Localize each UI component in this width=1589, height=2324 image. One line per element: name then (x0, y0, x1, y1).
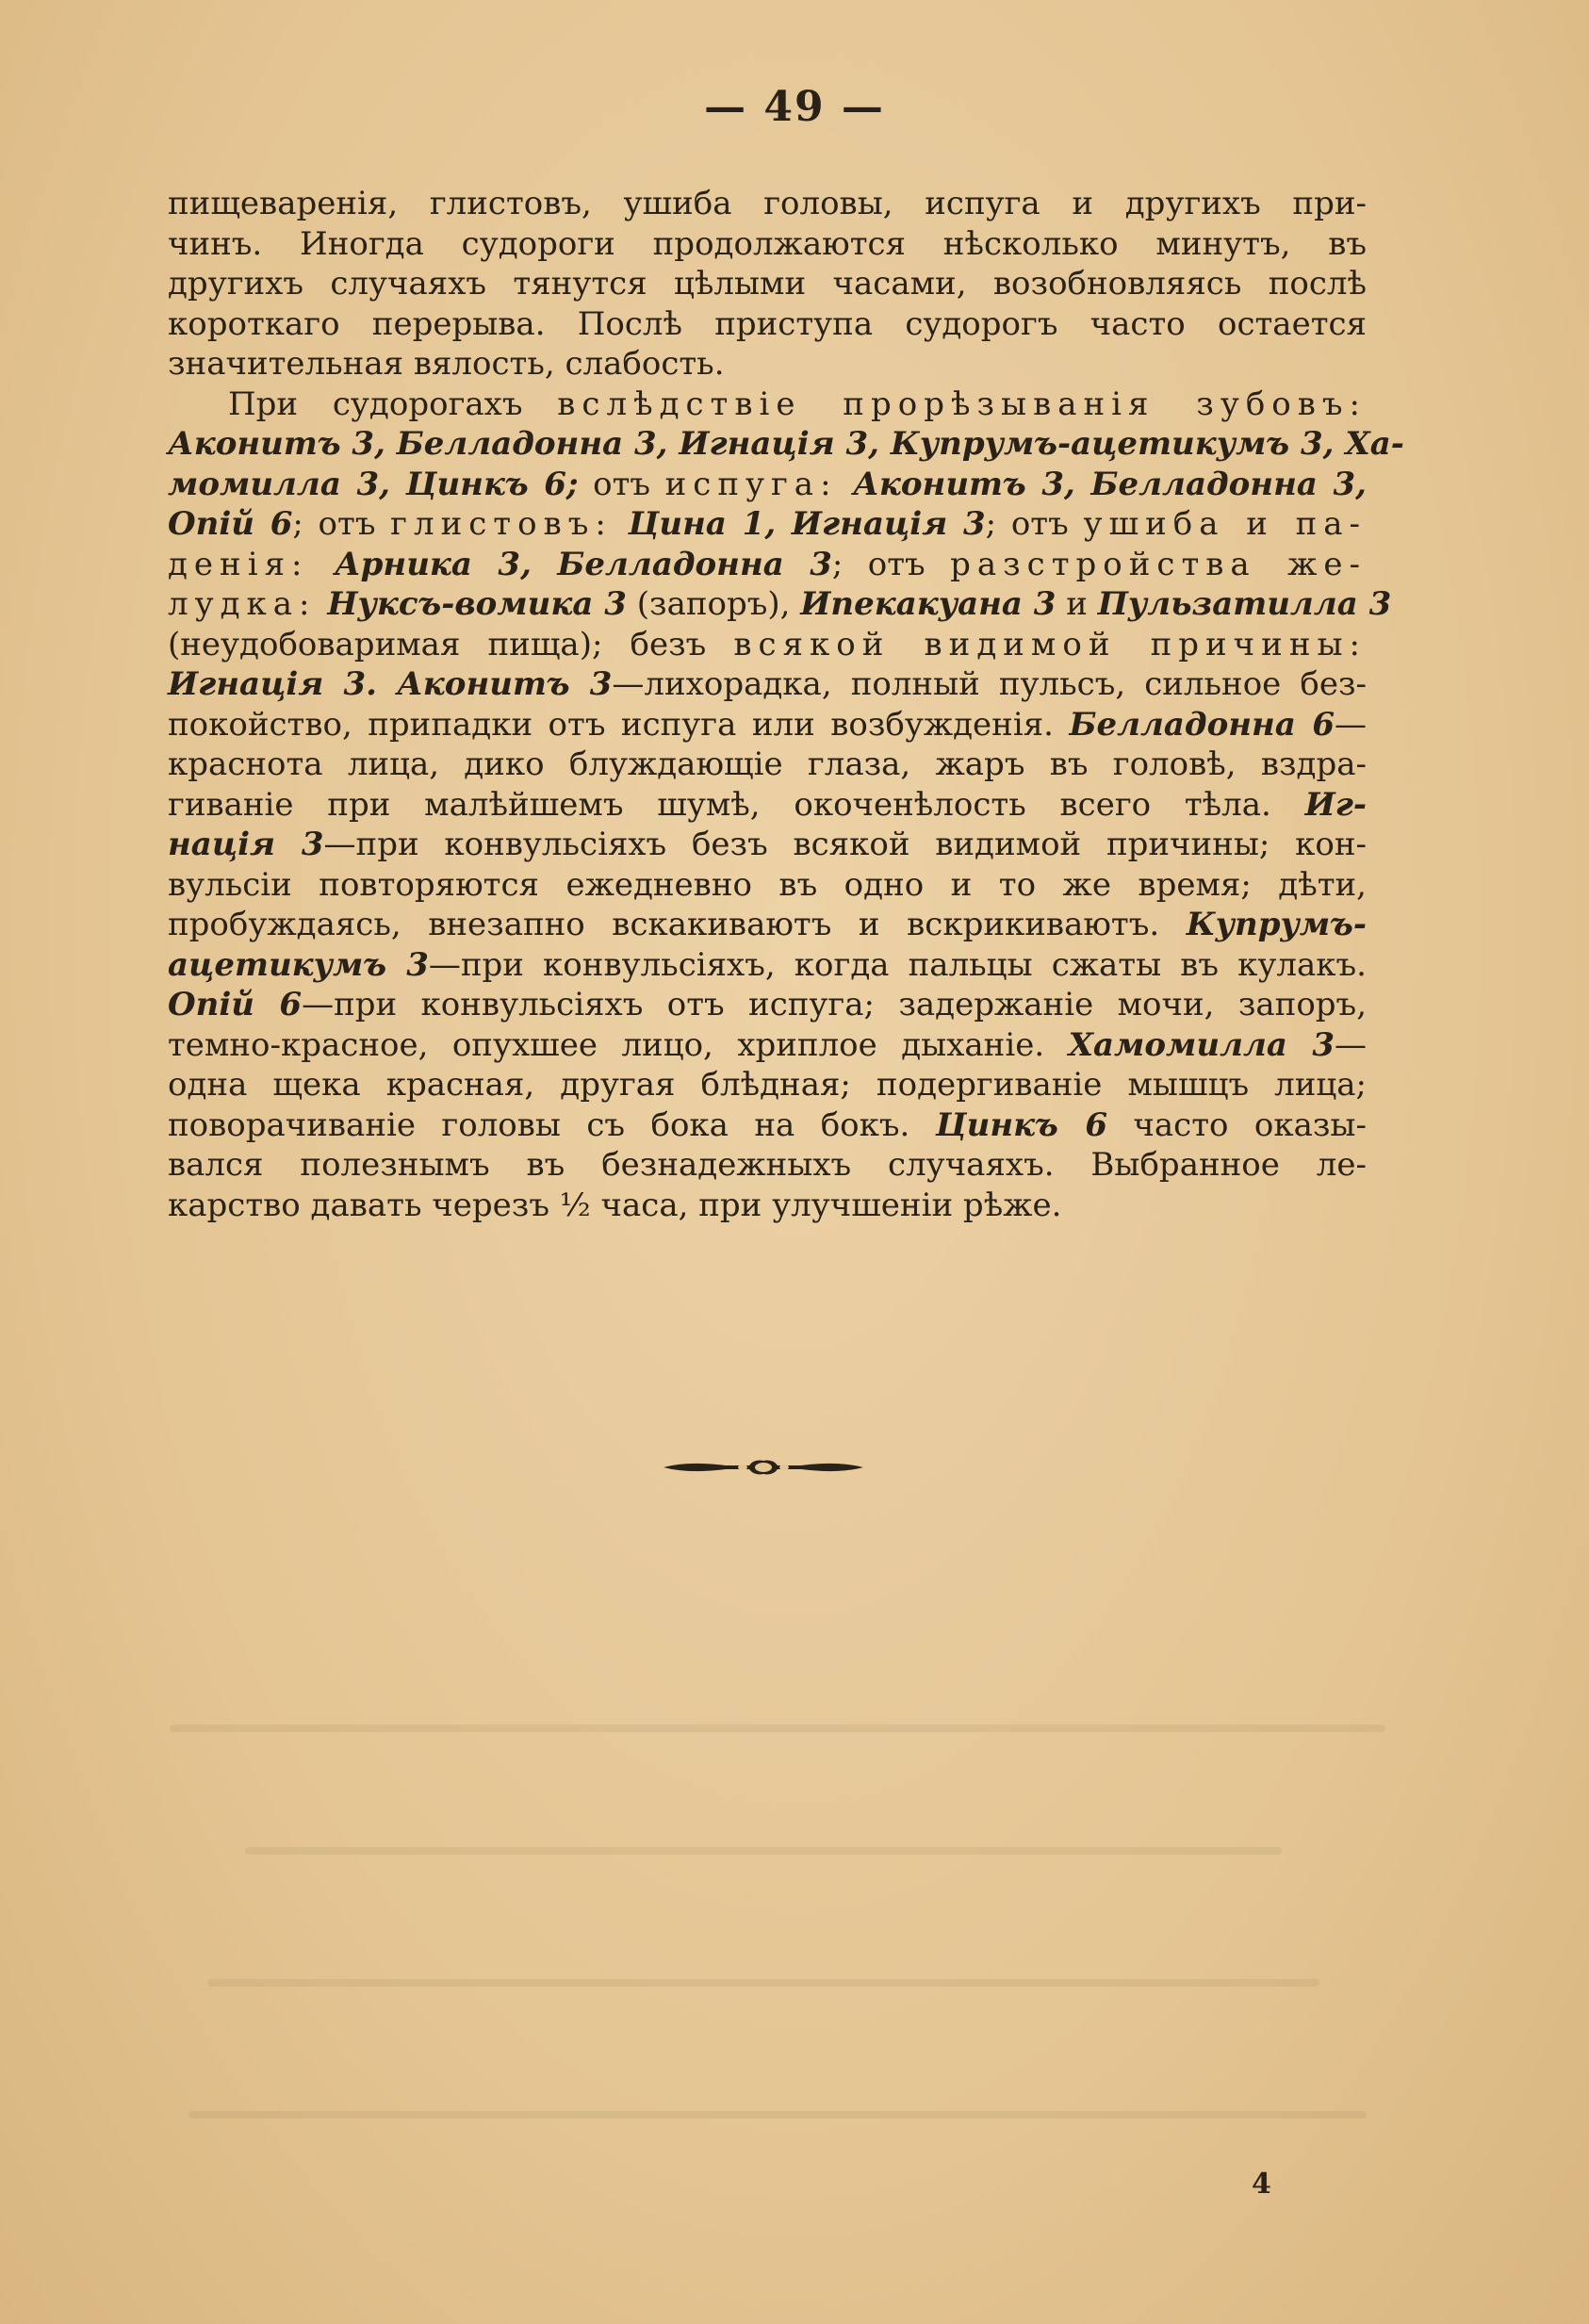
remedy-run: Арника 3, Белладонна 3 (308, 545, 832, 583)
text-run: При судорогахъ (228, 385, 558, 423)
page-number: — 49 — (704, 83, 885, 131)
text-run: ; отъ (292, 505, 391, 543)
spaced-run: всякой видимой причины: (733, 625, 1368, 663)
remedy-run: Аконитъ 3, Белладонна 3, Игнація 3, Купрумъ-ацетикумъ 3, Ха- (168, 425, 1404, 463)
text-run: (неудобоваримая пища); безъ (168, 625, 734, 663)
text-run: ; отъ (985, 505, 1084, 543)
text-line: вался полезнымъ въ безнадежныхъ случаяхъ. Выбранное ле- (168, 1146, 1367, 1184)
text-line (168, 905, 1367, 945)
bleed-through (170, 1725, 1385, 1732)
remedy-run: ацетикумъ 3 (168, 945, 429, 984)
text-run: ; отъ (831, 545, 951, 583)
text-line (168, 424, 1404, 465)
text-run: отъ (578, 465, 665, 503)
text-line (168, 465, 1367, 505)
text-line (168, 985, 1367, 1025)
text-line (168, 705, 1367, 745)
remedy-run: Пульзатилла 3 (1097, 585, 1392, 623)
text-line: другихъ случаяхъ тянутся цѣлыми часами, возобновляясь послѣ (168, 265, 1367, 303)
text-line: вульсіи повторяются ежедневно въ одно и то же время; дѣти, (168, 865, 1367, 904)
text-run: —при конвульсіяхъ отъ испуга; задержаніе мочи, запоръ, (302, 986, 1367, 1023)
text-line (168, 1105, 1367, 1146)
text-run: пробуждаясь, внезапно вскакиваютъ и вскрикиваютъ. (168, 906, 1187, 943)
text-line: пищеваренія, глистовъ, ушиба головы, испуга и другихъ при- (168, 185, 1367, 222)
spaced-run: ушиба и па- (1083, 505, 1367, 543)
text-line: короткаго перерыва. Послѣ приступа судорогъ часто остается (168, 304, 1367, 343)
text-line: чинъ. Иногда судороги продолжаются нѣсколько минутъ, въ (168, 224, 1367, 263)
remedy-run: Опій 6 (168, 505, 293, 543)
text-line (168, 545, 1367, 585)
remedy-run: Хамомилла 3 (1068, 1025, 1335, 1064)
remedy-run: Белладонна 6 (1069, 705, 1335, 744)
bleed-through (245, 1847, 1282, 1855)
spaced-run: вслѣдствіе прорѣзыванія зубовъ: (557, 385, 1367, 423)
signature-mark: 4 (1252, 2168, 1271, 2201)
text-run: —при конвульсіяхъ безъ всякой видимой причины; кон- (323, 826, 1367, 863)
text-line (168, 825, 1367, 865)
spaced-run: разстройства же- (950, 545, 1367, 583)
text-run: (запоръ), (626, 585, 801, 623)
text-line (168, 1025, 1367, 1066)
remedy-run: Аконитъ 3, Белладонна 3, (837, 465, 1368, 503)
remedy-run: Иг- (1304, 785, 1367, 824)
text-run: поворачиваніе головы съ бока на бокъ. (168, 1105, 936, 1144)
text-run: —лихорадка, полный пульсъ, сильное без- (612, 665, 1368, 703)
remedy-run: Опій 6 (168, 986, 303, 1023)
text-run: —при конвульсіяхъ, когда пальцы сжаты въ кулакъ. (428, 945, 1367, 984)
text-line (168, 785, 1367, 826)
remedy-run: Купрумъ- (1186, 906, 1367, 943)
text-line (168, 504, 1367, 545)
text-line (168, 625, 1367, 665)
bleed-through (188, 2111, 1367, 2119)
body-text (168, 184, 1404, 1225)
spaced-run: глистовъ: (390, 505, 613, 543)
remedy-run: Игнація 3. Аконитъ 3 (168, 665, 613, 703)
spaced-run: денія: (168, 545, 309, 583)
spaced-run: испуга: (664, 465, 838, 503)
text-line: одна щека красная, другая блѣдная; подергиваніе мышцъ лица; (168, 1066, 1367, 1104)
remedy-run: Цинкъ 6 (935, 1105, 1107, 1144)
bleed-through (207, 1979, 1319, 1987)
text-run: — (1335, 705, 1367, 744)
text-line (168, 584, 1392, 625)
text-line (168, 385, 1367, 425)
text-run: гиваніе при малѣйшемъ шумѣ, окоченѣлость всего тѣла. (168, 785, 1305, 824)
remedy-run: Ипекакуана 3 (800, 585, 1057, 623)
remedy-run: момилла 3, Цинкъ 6; (168, 465, 579, 503)
text-line: значительная вялость, слабость. (168, 345, 725, 383)
text-line (168, 664, 1367, 705)
text-line: карство давать черезъ ½ часа, при улучшеніи рѣже. (168, 1186, 1062, 1224)
remedy-run: Цина 1, Игнація 3 (612, 505, 986, 543)
text-line: краснота лица, дико блуждающіе глаза, жаръ въ головѣ, вздра- (168, 745, 1367, 783)
remedy-run: Нуксъ-вомика 3 (316, 585, 627, 623)
ornament-divider-icon (660, 1453, 867, 1481)
text-run: — (1335, 1025, 1368, 1064)
text-line (168, 945, 1367, 986)
text-run: темно-красное, опухшее лицо, хриплое дыханіе. (168, 1025, 1069, 1064)
text-run: покойство, припадки отъ испуга или возбужденія. (168, 705, 1070, 744)
text-run: часто оказы- (1106, 1105, 1367, 1144)
spaced-run: лудка: (168, 585, 317, 623)
text-run: и (1056, 585, 1098, 623)
remedy-run: нація 3 (168, 826, 324, 863)
